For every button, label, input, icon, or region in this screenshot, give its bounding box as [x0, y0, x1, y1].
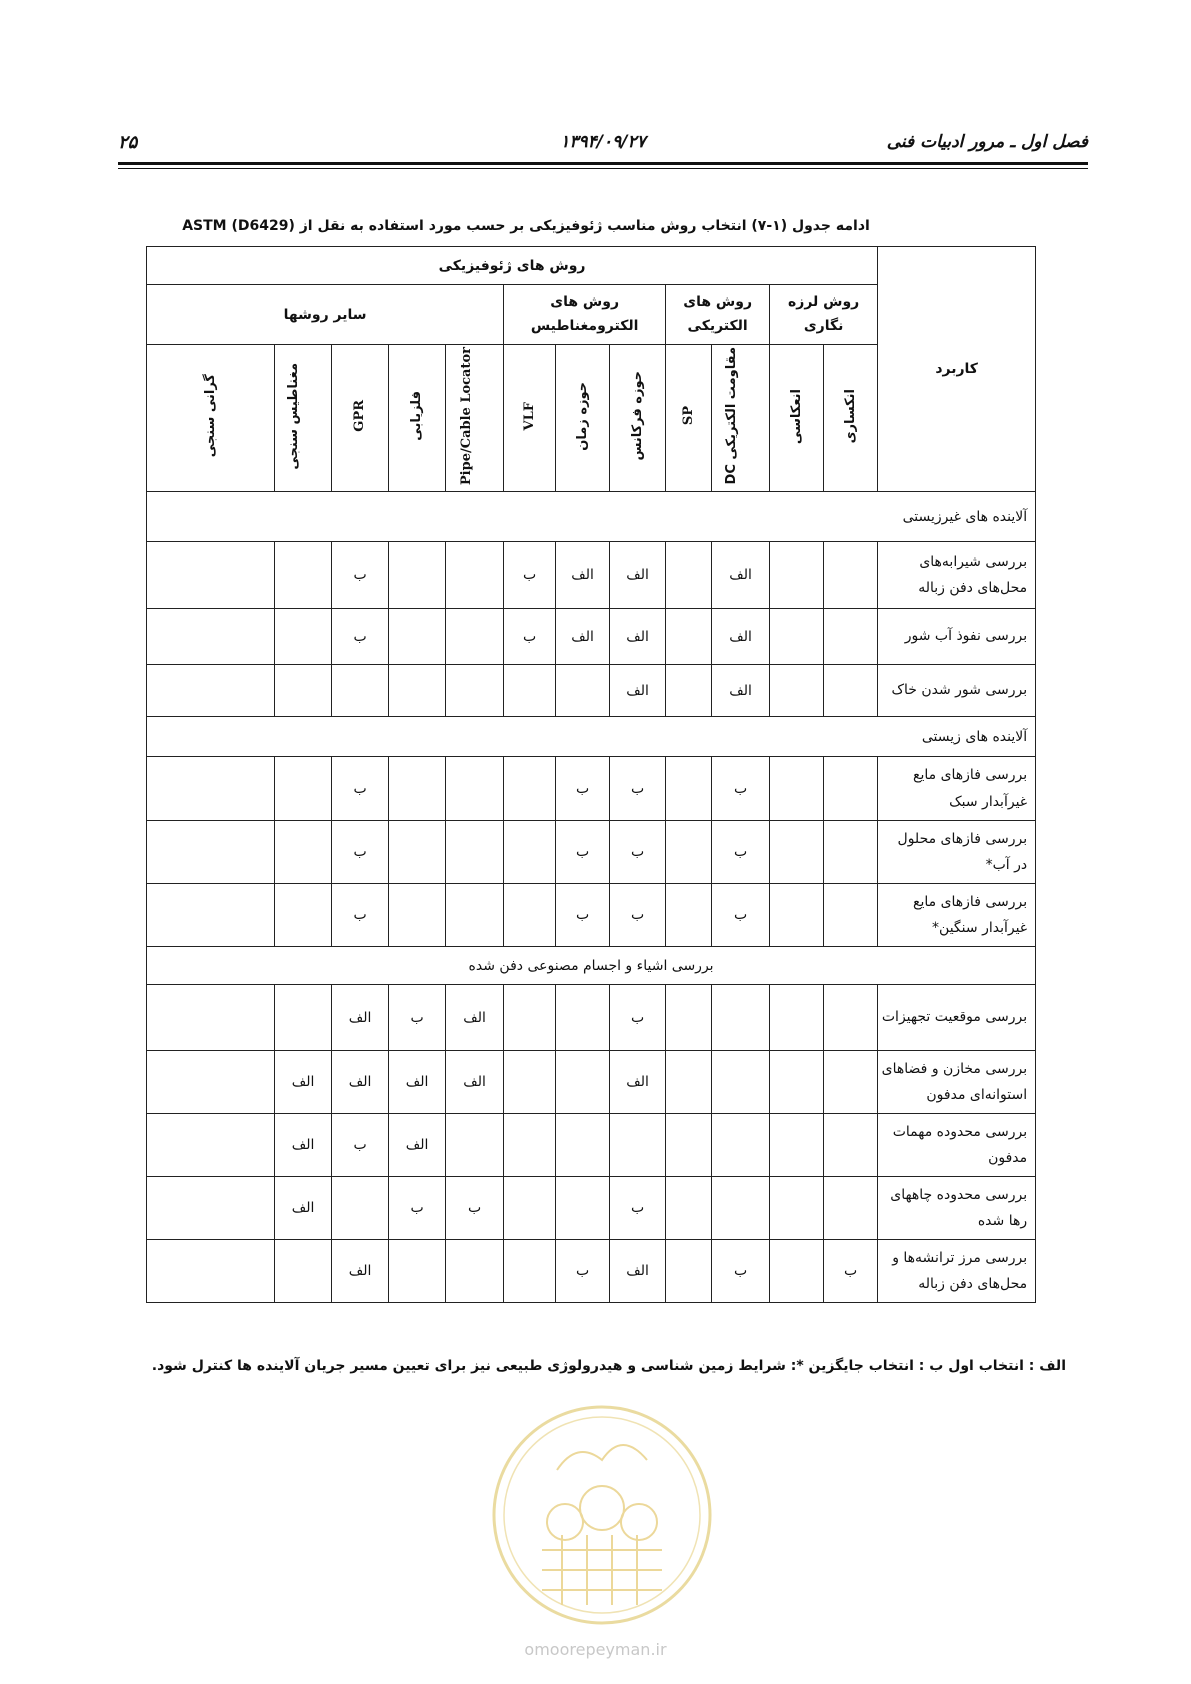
rating-cell-vlf [504, 1177, 556, 1240]
rating-cell-pipe: الف [446, 1051, 504, 1114]
rating-cell-metal [389, 757, 446, 821]
rating-cell-sp [666, 821, 712, 884]
section-label: آلاینده های غیرزیستی [147, 492, 1036, 542]
rating-cell-mag [275, 609, 332, 665]
rating-cell-metal [389, 1240, 446, 1303]
rating-cell-dc: ب [712, 884, 770, 947]
application-cell: بررسی فازهای مایع غیرآبدار سنگین* [878, 884, 1036, 947]
rating-cell-time: ب [556, 821, 610, 884]
rating-cell-mag: الف [275, 1051, 332, 1114]
rating-cell-reflection [770, 542, 824, 609]
rating-cell-dc: ب [712, 1240, 770, 1303]
rating-cell-pipe [446, 757, 504, 821]
rating-cell-grav [147, 1051, 275, 1114]
rating-cell-mag: الف [275, 1114, 332, 1177]
header-metal: فلزیابی [389, 345, 446, 492]
application-cell: بررسی فازهای محلول در آب* [878, 821, 1036, 884]
rating-cell-pipe [446, 665, 504, 717]
rating-cell-sp [666, 757, 712, 821]
rating-cell-refraction [824, 757, 878, 821]
rating-cell-gpr: ب [332, 1114, 389, 1177]
rating-cell-freq: ب [610, 985, 666, 1051]
rating-cell-dc [712, 1177, 770, 1240]
section-row [147, 717, 1036, 757]
application-cell: بررسی نفوذ آب شور [878, 609, 1036, 665]
rating-cell-freq: الف [610, 1240, 666, 1303]
rating-cell-sp [666, 665, 712, 717]
watermark-url: omoorepeyman.ir [524, 1640, 667, 1659]
rating-cell-pipe: ب [446, 1177, 504, 1240]
rating-cell-grav [147, 665, 275, 717]
rating-cell-metal [389, 665, 446, 717]
header-date: ۱۳۹۴/۰۹/۲۷ [560, 132, 646, 152]
rating-cell-refraction [824, 665, 878, 717]
rating-cell-dc [712, 1051, 770, 1114]
rating-cell-reflection [770, 1177, 824, 1240]
rating-cell-freq: ب [610, 757, 666, 821]
rating-cell-time: ب [556, 757, 610, 821]
rating-cell-reflection [770, 821, 824, 884]
application-cell: بررسی موقعیت تجهیزات [878, 985, 1036, 1051]
rating-cell-grav [147, 1240, 275, 1303]
rating-cell-vlf [504, 985, 556, 1051]
rating-cell-grav [147, 884, 275, 947]
section-label: آلاینده های زیستی [147, 717, 1036, 757]
table-row [147, 609, 1036, 665]
header-other: سایر روشها [147, 285, 504, 345]
rating-cell-gpr: ب [332, 757, 389, 821]
rating-cell-pipe [446, 542, 504, 609]
application-cell: بررسی محدوده چاههای رها شده [878, 1177, 1036, 1240]
rating-cell-freq: ب [610, 884, 666, 947]
header-gpr: GPR [332, 345, 389, 492]
rating-cell-gpr: ب [332, 542, 389, 609]
header-geophysics: روش های ژئوفیزیکی [147, 247, 878, 285]
rating-cell-refraction [824, 985, 878, 1051]
rating-cell-vlf [504, 821, 556, 884]
section-row [147, 492, 1036, 542]
rating-cell-grav [147, 542, 275, 609]
application-cell: بررسی محدوده مهمات مدفون [878, 1114, 1036, 1177]
rating-cell-sp [666, 542, 712, 609]
rating-cell-dc [712, 985, 770, 1051]
table-row [147, 821, 1036, 884]
header-em: روش های الکترومغناطیس [504, 285, 666, 345]
header-seismic: روش لرزه نگاری [770, 285, 878, 345]
rating-cell-refraction [824, 884, 878, 947]
rating-cell-refraction: ب [824, 1240, 878, 1303]
page-header [118, 128, 1088, 158]
rating-cell-mag [275, 985, 332, 1051]
table-body [147, 492, 1036, 1303]
rating-cell-mag [275, 757, 332, 821]
rating-cell-grav [147, 609, 275, 665]
rating-cell-refraction [824, 1051, 878, 1114]
rating-cell-reflection [770, 1114, 824, 1177]
rating-cell-vlf [504, 1051, 556, 1114]
rating-cell-vlf [504, 757, 556, 821]
table-row [147, 1240, 1036, 1303]
chapter-title: فصل اول ـ مرور ادبیات فنی [886, 132, 1088, 152]
rating-cell-time: الف [556, 609, 610, 665]
rating-cell-reflection [770, 985, 824, 1051]
table-row [147, 665, 1036, 717]
rating-cell-mag [275, 1240, 332, 1303]
page-number: ۲۵ [118, 132, 138, 153]
rating-cell-gpr [332, 665, 389, 717]
rating-cell-pipe [446, 609, 504, 665]
rating-cell-time [556, 985, 610, 1051]
rating-cell-dc: الف [712, 542, 770, 609]
rating-cell-vlf [504, 1114, 556, 1177]
rating-cell-vlf [504, 665, 556, 717]
application-cell: بررسی شور شدن خاک [878, 665, 1036, 717]
header-refraction: انکساری [824, 345, 878, 492]
rating-cell-reflection [770, 757, 824, 821]
rating-cell-mag [275, 665, 332, 717]
rating-cell-refraction [824, 542, 878, 609]
rating-cell-gpr: ب [332, 821, 389, 884]
rating-cell-reflection [770, 1240, 824, 1303]
table-row [147, 757, 1036, 821]
rating-cell-sp [666, 985, 712, 1051]
rating-cell-sp [666, 1177, 712, 1240]
rating-cell-sp [666, 884, 712, 947]
rating-cell-dc [712, 1114, 770, 1177]
rating-cell-dc: الف [712, 665, 770, 717]
rating-cell-grav [147, 985, 275, 1051]
rating-cell-gpr: ب [332, 884, 389, 947]
rating-cell-reflection [770, 665, 824, 717]
rating-cell-metal [389, 884, 446, 947]
geophysics-table [146, 246, 1036, 1303]
header-reflection: انعکاسی [770, 345, 824, 492]
rating-cell-reflection [770, 609, 824, 665]
header-vlf: VLF [504, 345, 556, 492]
table-row [147, 985, 1036, 1051]
rating-cell-metal [389, 821, 446, 884]
table-row [147, 542, 1036, 609]
rating-cell-vlf [504, 884, 556, 947]
rating-cell-metal: الف [389, 1051, 446, 1114]
rating-cell-freq: الف [610, 542, 666, 609]
rating-cell-refraction [824, 609, 878, 665]
rating-cell-pipe [446, 821, 504, 884]
rating-cell-freq: الف [610, 609, 666, 665]
rating-cell-sp [666, 1240, 712, 1303]
application-cell: بررسی شیرابه‌های محل‌های دفن زباله [878, 542, 1036, 609]
header-freq: حوزه فرکانس [610, 345, 666, 492]
rating-cell-pipe: الف [446, 985, 504, 1051]
rating-cell-metal [389, 609, 446, 665]
rating-cell-time [556, 665, 610, 717]
header-sp: SP [666, 345, 712, 492]
rating-cell-pipe [446, 1240, 504, 1303]
rating-cell-time: ب [556, 884, 610, 947]
header-rule-thick [118, 162, 1088, 165]
rating-cell-sp [666, 1114, 712, 1177]
rating-cell-vlf [504, 1240, 556, 1303]
rating-cell-metal: ب [389, 1177, 446, 1240]
rating-cell-pipe [446, 1114, 504, 1177]
header-electrical: روش های الکتریکی [666, 285, 770, 345]
rating-cell-gpr: الف [332, 1051, 389, 1114]
rating-cell-sp [666, 609, 712, 665]
rating-cell-gpr: ب [332, 609, 389, 665]
rating-cell-gpr: الف [332, 1240, 389, 1303]
rating-cell-mag [275, 542, 332, 609]
rating-cell-refraction [824, 1114, 878, 1177]
header-application: کاربرد [878, 247, 1036, 492]
rating-cell-metal [389, 542, 446, 609]
rating-cell-dc: ب [712, 757, 770, 821]
rating-cell-metal: ب [389, 985, 446, 1051]
rating-cell-time: ب [556, 1240, 610, 1303]
rating-cell-grav [147, 1114, 275, 1177]
rating-cell-mag [275, 821, 332, 884]
rating-cell-reflection [770, 884, 824, 947]
table-row [147, 1114, 1036, 1177]
rating-cell-reflection [770, 1051, 824, 1114]
rating-cell-time: الف [556, 542, 610, 609]
application-cell: بررسی مرز ترانشه‌ها و محل‌های دفن زباله [878, 1240, 1036, 1303]
rating-cell-metal: الف [389, 1114, 446, 1177]
section-row [147, 947, 1036, 985]
rating-cell-vlf: ب [504, 609, 556, 665]
rating-cell-freq [610, 1114, 666, 1177]
table-row [147, 1177, 1036, 1240]
rating-cell-grav [147, 757, 275, 821]
header-dc: مقاومت الکتریکی DC [712, 345, 770, 492]
rating-cell-dc: ب [712, 821, 770, 884]
section-label: بررسی اشیاء و اجسام مصنوعی دفن شده [147, 947, 1036, 985]
header-pipe: Pipe/Cable Locator [446, 345, 504, 492]
application-cell: بررسی فازهای مایع غیرآبدار سبک [878, 757, 1036, 821]
table-row [147, 884, 1036, 947]
rating-cell-freq: ب [610, 1177, 666, 1240]
rating-cell-sp [666, 1051, 712, 1114]
rating-cell-refraction [824, 821, 878, 884]
rating-cell-mag [275, 884, 332, 947]
header-rule-thin [118, 168, 1088, 169]
header-grav: گرانی سنجی [147, 345, 275, 492]
rating-cell-dc: الف [712, 609, 770, 665]
table-caption: ادامه جدول (۱-۷) انتخاب روش مناسب ژئوفیزیکی بر حسب مورد استفاده به نقل از ASTM (D6429) [182, 218, 870, 234]
rating-cell-time [556, 1114, 610, 1177]
rating-cell-gpr: الف [332, 985, 389, 1051]
footnote: الف : انتخاب اول ب : انتخاب جایگزین *: شرایط زمین شناسی و هیدرولوژی طبیعی نیز برای تعیین مسیر جریان آلاینده ها کنترل شود. [151, 1358, 1066, 1374]
rating-cell-gpr [332, 1177, 389, 1240]
rating-cell-freq: ب [610, 821, 666, 884]
rating-cell-vlf: ب [504, 542, 556, 609]
rating-cell-mag: الف [275, 1177, 332, 1240]
rating-cell-refraction [824, 1177, 878, 1240]
rating-cell-freq: الف [610, 665, 666, 717]
header-time: حوزه زمان [556, 345, 610, 492]
application-cell: بررسی مخازن و فضاهای استوانه‌ای مدفون [878, 1051, 1036, 1114]
rating-cell-freq: الف [610, 1051, 666, 1114]
rating-cell-pipe [446, 884, 504, 947]
header-mag: مغناطیس سنجی [275, 345, 332, 492]
watermark-seal [487, 1400, 717, 1630]
rating-cell-time [556, 1177, 610, 1240]
rating-cell-grav [147, 821, 275, 884]
rating-cell-time [556, 1051, 610, 1114]
rating-cell-grav [147, 1177, 275, 1240]
table-row [147, 1051, 1036, 1114]
